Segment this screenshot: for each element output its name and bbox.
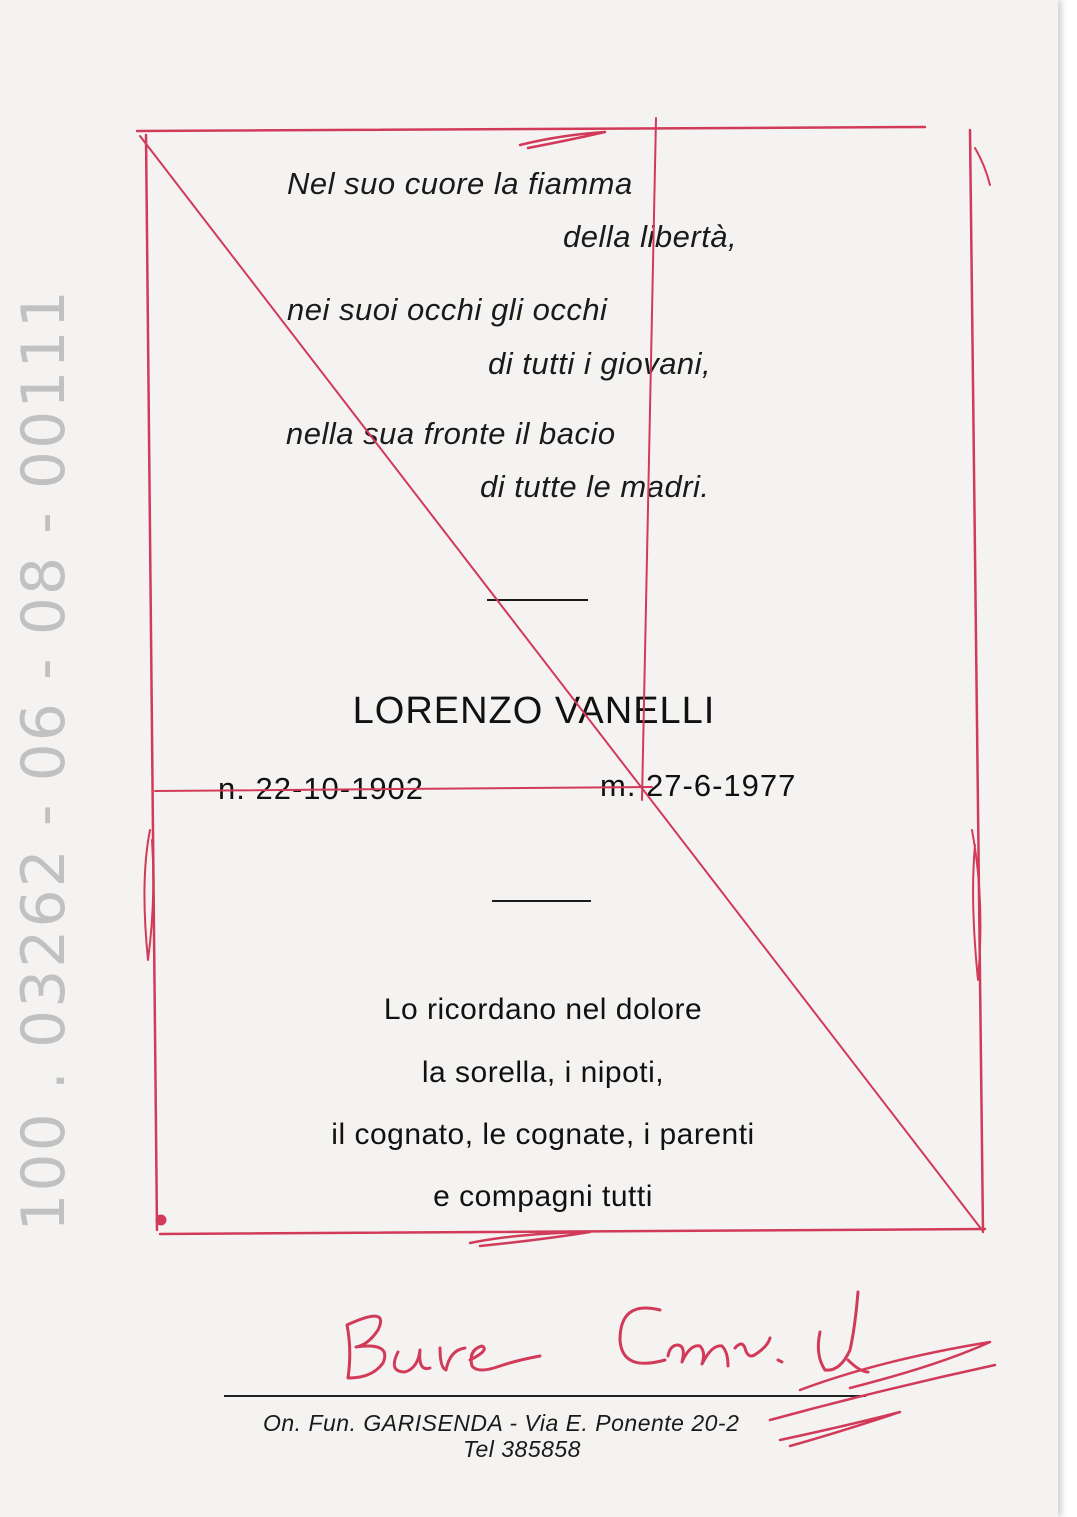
poem-line-5: nella sua fronte il bacio bbox=[286, 416, 616, 451]
printer-address: On. Fun. GARISENDA - Via E. Ponente 20-2 bbox=[263, 1410, 740, 1436]
printer-phone: Tel 385858 bbox=[463, 1436, 581, 1462]
footer-rule bbox=[224, 1395, 866, 1397]
separator-dash-top bbox=[487, 599, 588, 601]
deceased-name: LORENZO VANELLI bbox=[352, 690, 716, 732]
poem-line-2: della libertà, bbox=[563, 219, 738, 254]
death-date: m. 27-6-1977 bbox=[600, 768, 797, 803]
birth-date: n. 22-10-1902 bbox=[218, 771, 425, 806]
memorial-line-2: la sorella, i nipoti, bbox=[421, 1056, 665, 1089]
memorial-line-1: Lo ricordano nel dolore bbox=[383, 993, 703, 1026]
poem-line-4: di tutti i giovani, bbox=[488, 346, 712, 381]
memorial-line-3: il cognato, le cognate, i parenti bbox=[331, 1118, 755, 1151]
poem-line-1: Nel suo cuore la fiamma bbox=[287, 166, 633, 201]
poem-line-3: nei suoi occhi gli occhi bbox=[287, 292, 608, 327]
separator-dash-bottom bbox=[492, 900, 591, 902]
memorial-line-4: e compagni tutti bbox=[433, 1180, 653, 1213]
poem-line-6: di tutte le madri. bbox=[480, 469, 710, 504]
archive-code: 100 . 03262 - 06 - 08 - 00111 bbox=[9, 288, 79, 1232]
